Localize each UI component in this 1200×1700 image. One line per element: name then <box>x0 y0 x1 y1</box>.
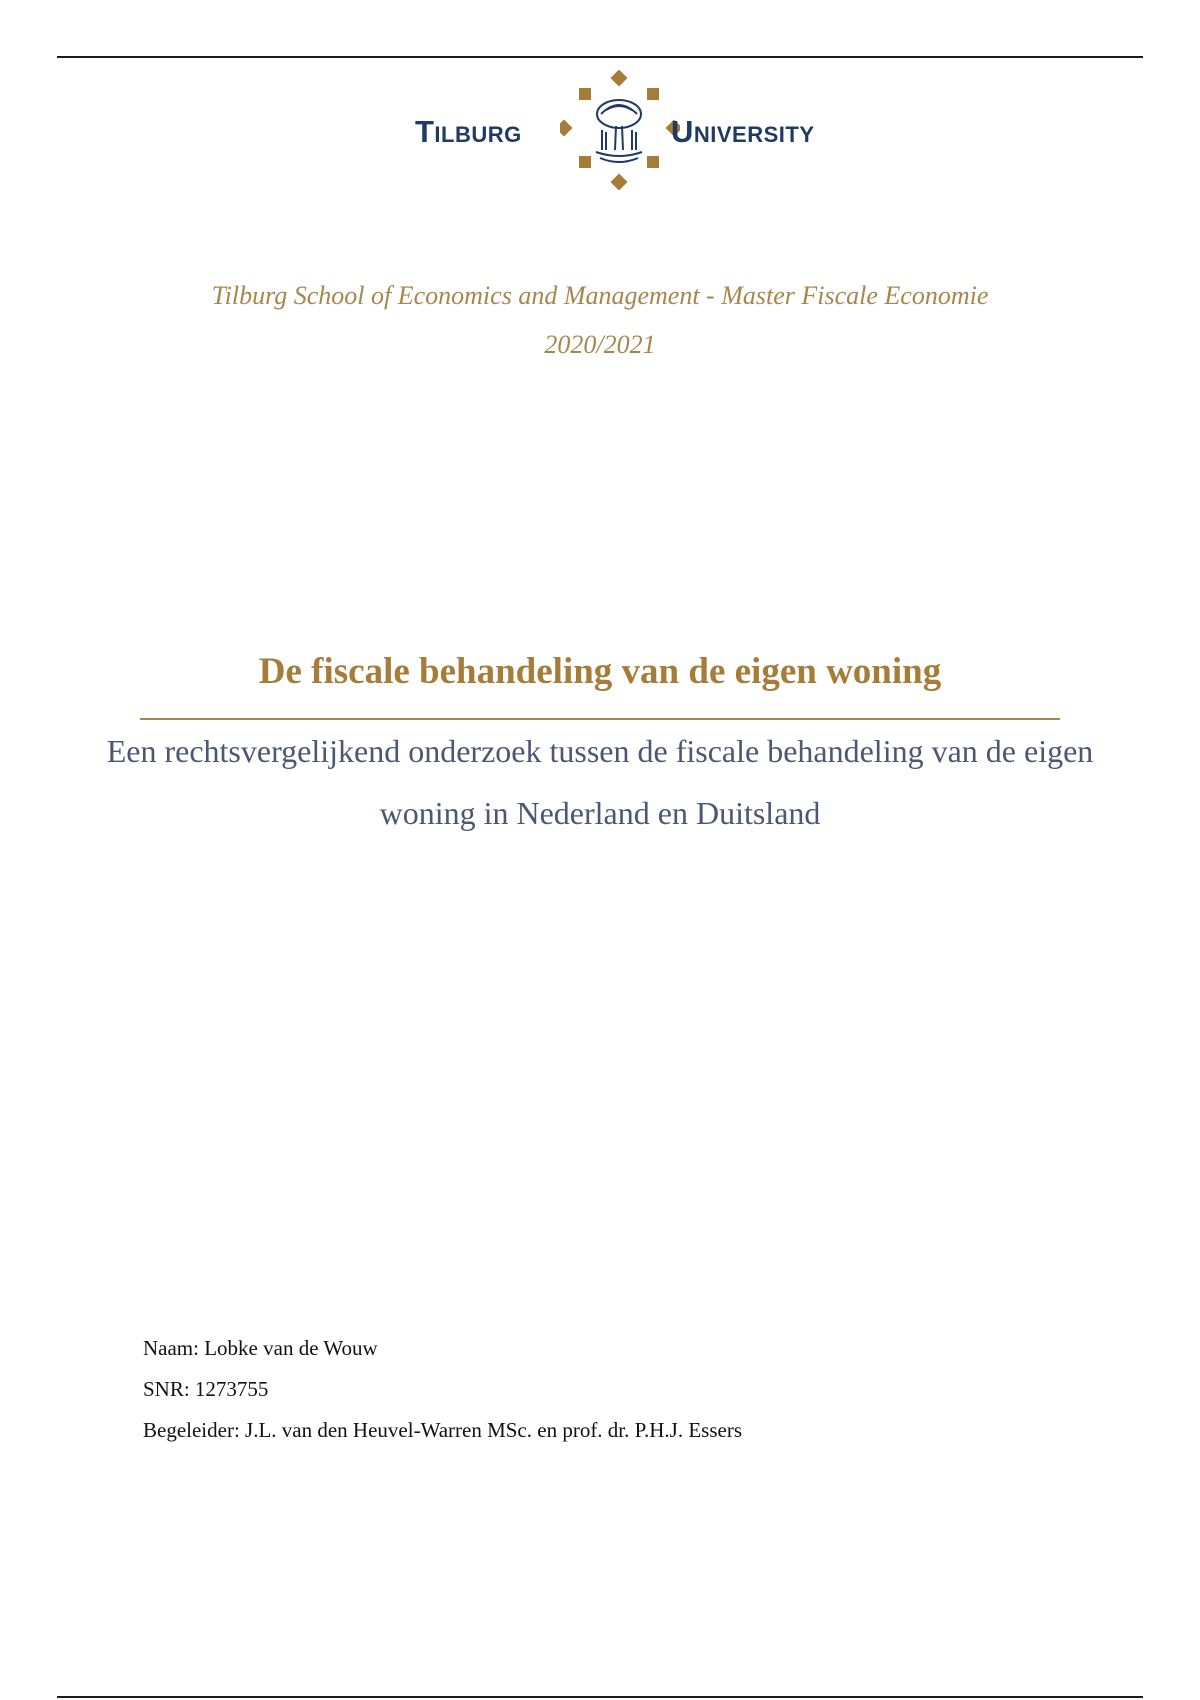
thesis-title: De fiscale behandeling van de eigen woning <box>258 651 942 692</box>
bottom-rule <box>57 1696 1143 1698</box>
logo-word-university: University <box>671 114 815 149</box>
faculty-line: Tilburg School of Economics and Management - Master Fiscale Economie <box>211 281 989 310</box>
author-details <box>143 1328 742 1451</box>
author-name: Naam: Lobke van de Wouw <box>143 1336 378 1360</box>
tilburg-tree-emblem-icon <box>560 70 680 190</box>
thesis-subtitle: Een rechtsvergelijkend onderzoek tussen de fiscale behandeling van de eigen woning in Nederland en Duitsland <box>106 733 1094 831</box>
top-rule <box>57 56 1143 58</box>
logo-word-tilburg: Tilburg <box>415 114 522 149</box>
student-number: SNR: 1273755 <box>143 1377 269 1401</box>
supervisors: Begeleider: J.L. van den Heuvel-Warren MSc. en prof. dr. P.H.J. Essers <box>143 1418 742 1442</box>
tilburg-university-logo <box>380 70 860 190</box>
academic-year: 2020/2021 <box>544 330 656 359</box>
